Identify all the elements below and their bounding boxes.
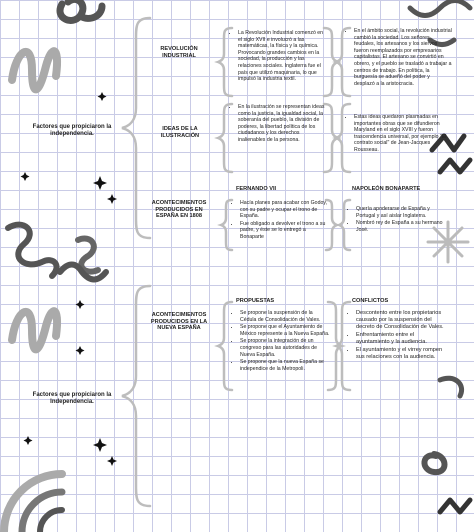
- list-item: • En la ilustración se representan ideas como la justicia, la igualdad social, la soberanía del pueblo, la división de poderes, la libertad política de los ciudadanos y los derechos inalienables de la persona.: [238, 104, 328, 144]
- list-item: • Se propone la integración de un congreso para las autoridades de Nueva España.: [240, 338, 330, 358]
- bottom-col2-text: [348, 310, 444, 362]
- squiggle-n-bottom: [12, 311, 57, 349]
- list-item: • Fue obligado a devolver el trono a su padre, y éste se lo entregó a Bonaparte: [240, 221, 328, 241]
- squiggle-top-left: [60, 0, 102, 20]
- row2-col1-text: [230, 104, 328, 145]
- list-item: • Enfrentamiento entre el ayuntamiento y la audiencia.: [356, 332, 444, 346]
- hook-right-lower: [440, 378, 462, 396]
- col-header-napoleon: NAPOLEÓN BONAPARTE: [352, 186, 421, 192]
- sparkle-icons: [21, 92, 118, 466]
- row1-col1-text: [230, 30, 328, 84]
- bottom-col1-text: [232, 310, 330, 373]
- row3-col2-text: [348, 206, 448, 234]
- list-item: • El ayuntamiento y el virrey rompen sus relaciones con la audiencia.: [356, 347, 444, 361]
- row2-col2-text: [346, 114, 452, 155]
- list-item: • La Revolución Industrial comenzó en el siglo XVII e involucró a las matemáticas, la física y la química. Provocando grandes cambios en la sociedad, la producción y las relaciones sociales. Inglaterra fue el país que utilizó maquinaria, lo que impulsó la industria textil.: [238, 30, 328, 83]
- list-item: • Hacía planes para acabar con Godoy, con su padre y ocupar el trono de España.: [240, 200, 328, 220]
- arcs-bottom-left: [4, 474, 62, 532]
- squiggle-mid-left: [8, 225, 57, 276]
- list-item: • Quería apoderarse de España y Portugal y así aislar Inglaterra.: [356, 206, 448, 219]
- row-label-ideas-ilustracion: IDEAS DE LA ILUSTRACIÓN: [160, 126, 200, 139]
- list-item: • En el ámbito social, la revolución industrial cambió la sociedad. Los señores feudales, los artesanos y los siervos fueron reemplazados por empresarios capitalistas. El artesano se convirtió en obrero, y el pueblo se trasladó a trabajar a centros de trabajo. En política, la burguesía se adueñó del poder y desplazó a la aristocracia.: [354, 28, 452, 87]
- top-section-title: Factores que propiciaron la independencia.: [32, 124, 112, 138]
- list-item: • Se propone que el Ayuntamiento de México represente a la Nueva España.: [240, 324, 330, 337]
- squiggle-n-top: [12, 51, 57, 89]
- zigzag-bottom-right: [440, 500, 470, 512]
- wave-middle: [60, 265, 106, 280]
- list-item: • Descontento entre los propietarios causado por la suspensión del decreto de Consolidación de Vales.: [356, 310, 444, 331]
- col-header-conflictos: CONFLICTOS: [352, 298, 389, 304]
- list-item: • Se propone la suspensión de la Cédula de Consolidación de Vales.: [240, 310, 330, 323]
- row-label-revolucion-industrial: REVOLUCIÓN INDUSTRIAL: [160, 46, 198, 59]
- col-header-propuestas: PROPUESTAS: [236, 298, 275, 304]
- row1-col2-text: [346, 28, 452, 88]
- squiggle-mid-curl: [78, 239, 98, 272]
- row-label-acontecimientos-nueva-espana: ACONTECIMIENTOS PRODUCIDOS EN LA NUEVA ESPAÑA: [150, 312, 208, 332]
- row-label-acontecimientos-espana: ACONTECIMIENTOS PRODUCIDOS EN ESPAÑA EN 1808: [151, 200, 207, 220]
- row3-col1-text: [232, 200, 328, 242]
- list-item: • Estas ideas quedaron plasmadas en importantes obras que se difundieron Maryland en el siglo XVIII y fueron trascendencia universal, por ejemplo "El contrato social" de Jean-Jacques Rousseau.: [354, 114, 452, 154]
- col-header-fernando: FERNANDO VII: [236, 186, 277, 192]
- squiggle-bottom-right: [424, 454, 444, 472]
- list-item: • Se propone que la nueva España se independice de la Metropoli.: [240, 359, 330, 372]
- list-item: • Nombró rey de España a su hermano José.: [356, 220, 448, 233]
- bottom-section-title: Factores que propiciaron la Independencia.: [32, 392, 112, 406]
